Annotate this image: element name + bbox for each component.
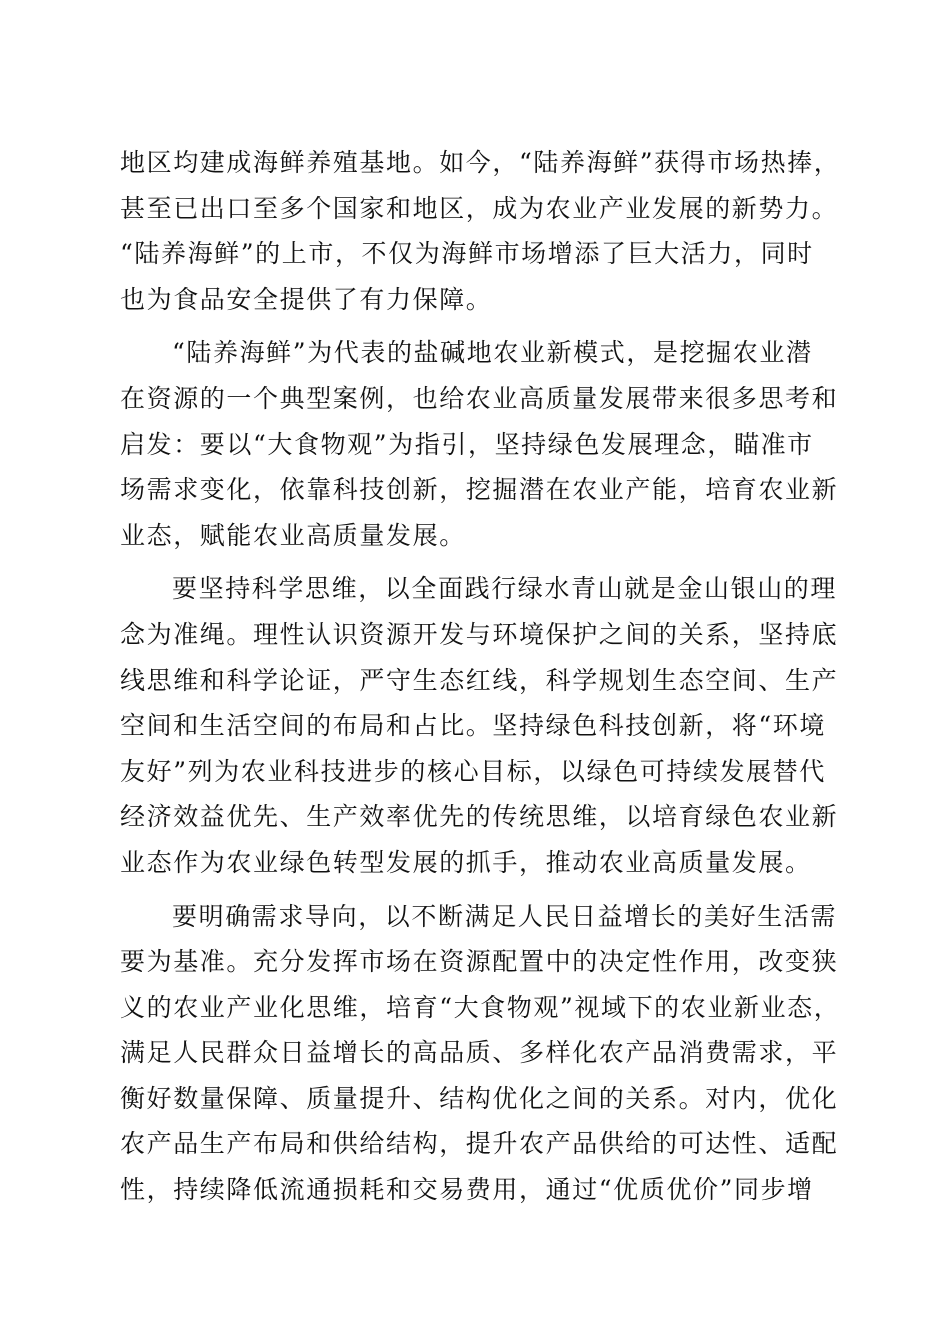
text-line: 友好”列为农业科技进步的核心目标，以绿色可持续发展替代 [120,756,826,786]
paragraph-gap [120,886,840,894]
text-line: 衡好数量保障、质量提升、结构优化之间的关系。对内，优化 [120,1083,839,1113]
text-line: 也为食品安全提供了有力保障。 [120,284,493,314]
text-line: “陆养海鲜”为代表的盐碱地农业新模式，是挖掘农业潜 [172,338,813,368]
text-line: 启发：要以“大食物观”为指引，坚持绿色发展理念，瞄准市 [120,429,814,459]
text-line: 满足人民群众日益增长的高品质、多样化农产品消费需求，平 [120,1038,839,1068]
paragraph [120,894,840,1213]
text-line: 性，持续降低流通损耗和交易费用，通过“优质优价”同步增 [120,1175,814,1205]
text-line: 念为准绳。理性认识资源开发与环境保护之间的关系，坚持底 [120,619,839,649]
text-line: 线思维和科学论证，严守生态红线，科学规划生态空间、生产 [120,665,839,695]
text-line: 要明确需求导向，以不断满足人民日益增长的美好生活需 [172,901,838,931]
text-line: 义的农业产业化思维，培育“大食物观”视域下的农业新业态， [120,992,841,1022]
text-line: 甚至已出口至多个国家和地区，成为农业产业发展的新势力。 [120,193,839,223]
paragraph [120,330,840,558]
text-line: 在资源的一个典型案例，也给农业高质量发展带来很多思考和 [120,383,839,413]
text-line: “陆养海鲜”的上市，不仅为海鲜市场增添了巨大活力，同时 [120,239,814,269]
text-line: 空间和生活空间的布局和占比。坚持绿色科技创新，将“环境 [120,711,826,741]
text-line: 要坚持科学思维，以全面践行绿水青山就是金山银山的理 [172,574,838,604]
text-line: 场需求变化，依靠科技创新，挖掘潜在农业产能，培育农业新 [120,475,839,505]
paragraph-gap [120,322,840,330]
text-line: 农产品生产布局和供给结构，提升农产品供给的可达性、适配 [120,1129,839,1159]
text-line: 要为基准。充分发挥市场在资源配置中的决定性作用，改变狭 [120,947,839,977]
text-line: 地区均建成海鲜养殖基地。如今，“陆养海鲜”获得市场热捧， [120,148,841,177]
paragraph [120,566,840,885]
paragraph [120,140,840,322]
text-line: 业态作为农业绿色转型发展的抓手，推动农业高质量发展。 [120,847,812,877]
text-line: 业态，赋能农业高质量发展。 [120,520,466,550]
body-text [120,140,840,1213]
text-line: 经济效益优先、生产效率优先的传统思维，以培育绿色农业新 [120,802,839,832]
paragraph-gap [120,558,840,566]
